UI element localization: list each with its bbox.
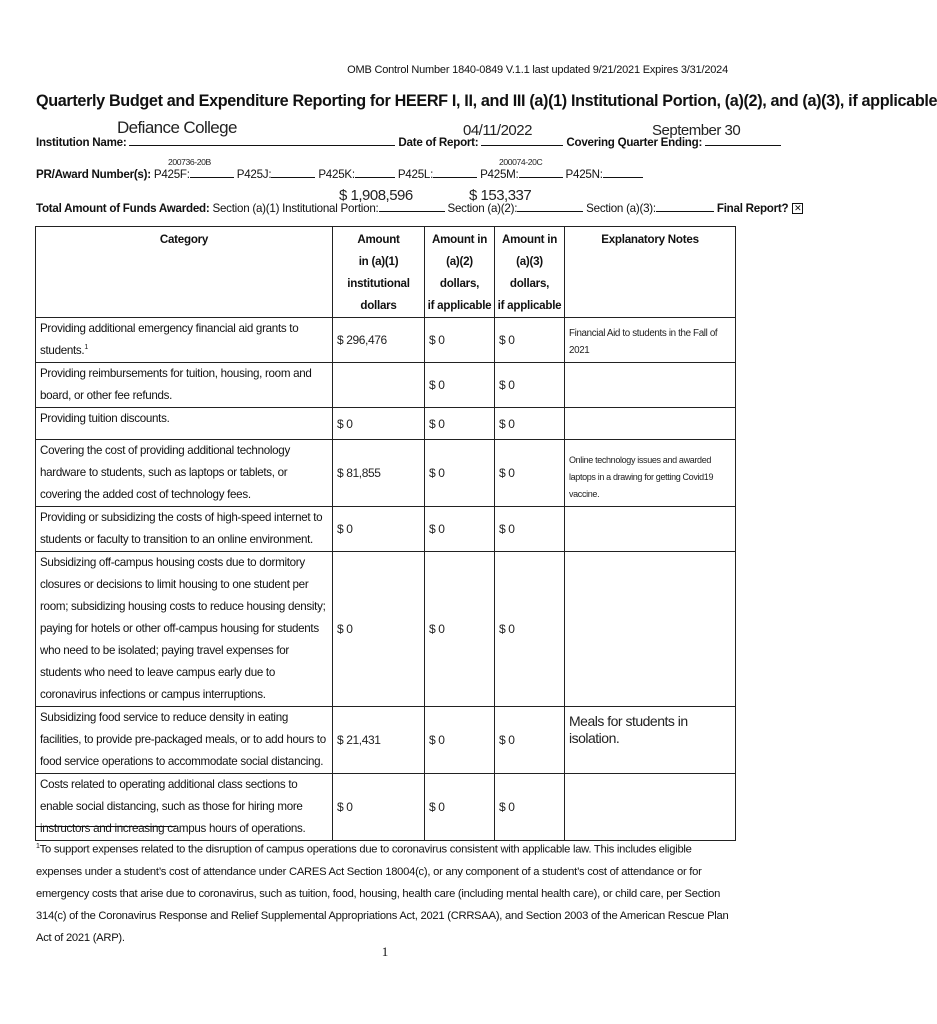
a1-amount-cell[interactable]: $ 0 (333, 774, 425, 841)
footnote (36, 836, 736, 949)
a3-amount-cell[interactable]: $ 0 (495, 363, 565, 408)
header-a3: Amount in (a)(3) dollars, if applicable (495, 227, 565, 318)
p425m-value: 200074-20C (499, 157, 543, 167)
a3-amount-cell[interactable]: $ 0 (495, 707, 565, 774)
footnote-text: To support expenses related to the disruption of campus operations due to coronavirus consistent with applicable law. This includes eligible expenses under a student’s cost of attendance under CARES Act Section 18004(c), or any component of a student’s cost of attendance or for emergency costs that arise due to coronavirus, such as tuition, food, housing, health care (including mental health care), or child care, per Section 314(c) of the Coronavirus Response and Relief Supplemental Appropriations Act, 2021 (CRRSAA), and Section 2003 of the American Rescue Plan Act of 2021 (ARP). (36, 843, 729, 944)
category-cell: Covering the cost of providing additional technology hardware to students, such as laptops or tablets, or covering the added cost of technology fees. (36, 440, 333, 507)
notes-cell[interactable]: Financial Aid to students in the Fall of 2021 (565, 318, 736, 363)
a2-amount-cell[interactable]: $ 0 (425, 318, 495, 363)
p425j-field[interactable] (271, 165, 315, 178)
footnote-rule (36, 826, 176, 827)
quarter-ending-value: September 30 (652, 122, 741, 139)
total-funds-label: Total Amount of Funds Awarded: (36, 202, 210, 215)
notes-cell[interactable]: Meals for students in isolation. (565, 707, 736, 774)
p425f-label: P425F: (153, 168, 190, 181)
p425l-label: P425L: (397, 168, 434, 181)
section-a3-label: Section (a)(3): (586, 202, 656, 215)
a1-amount-cell[interactable]: $ 21,431 (333, 707, 425, 774)
a3-amount-cell[interactable]: $ 0 (495, 507, 565, 552)
table-row (36, 363, 736, 408)
notes-cell[interactable] (565, 507, 736, 552)
table-row (36, 318, 736, 363)
category-cell: Providing additional emergency financial aid grants to students.$^1$ (36, 318, 333, 363)
section-a3-field[interactable] (656, 199, 714, 212)
p425n-label: P425N: (565, 168, 603, 181)
table-row (36, 507, 736, 552)
a3-amount-cell[interactable]: $ 0 (495, 408, 565, 440)
p425l-field[interactable] (433, 165, 477, 178)
a3-amount-cell[interactable]: $ 0 (495, 318, 565, 363)
form-title: Quarterly Budget and Expenditure Reporting for HEERF I, II, and III (a)(1) Institutional Portion, (a)(2), and (a)(3), if applicable (36, 92, 937, 110)
expenditure-table (35, 226, 736, 841)
award-numbers-row (36, 165, 643, 181)
table-row (36, 408, 736, 440)
notes-cell[interactable]: Online technology issues and awarded laptops in a drawing for getting Covid19 vaccine. (565, 440, 736, 507)
notes-cell[interactable] (565, 774, 736, 841)
category-cell: Providing tuition discounts. (36, 408, 333, 440)
footnote-marker: 1 (36, 843, 40, 850)
category-cell: Costs related to operating additional class sections to enable social distancing, such as those for hiring more instructors and increasing campus hours of operations. (36, 774, 333, 841)
p425m-label: P425M: (480, 168, 519, 181)
a1-amount-cell[interactable]: $ 0 (333, 552, 425, 707)
table-row (36, 707, 736, 774)
institution-name-value: Defiance College (117, 118, 237, 137)
category-cell: Providing reimbursements for tuition, housing, room and board, or other fee refunds. (36, 363, 333, 408)
p425k-label: P425K: (318, 168, 355, 181)
p425k-field[interactable] (355, 165, 395, 178)
a2-amount-cell[interactable]: $ 0 (425, 774, 495, 841)
notes-cell[interactable] (565, 552, 736, 707)
final-report-checkbox[interactable]: ✕ (794, 203, 802, 214)
date-of-report-value: 04/11/2022 (463, 122, 532, 139)
a2-amount-cell[interactable]: $ 0 (425, 707, 495, 774)
page-number: 1 (381, 944, 389, 959)
section-a1-value: $ 1,908,596 (339, 187, 413, 204)
institution-label: Institution Name: (36, 136, 127, 149)
total-funds-row (36, 199, 803, 215)
a2-amount-cell[interactable]: $ 0 (425, 440, 495, 507)
notes-cell[interactable] (565, 408, 736, 440)
table-row (36, 552, 736, 707)
section-a2-value: $ 153,337 (469, 187, 532, 204)
header-a1: Amount in (a)(1) institutional dollars (333, 227, 425, 318)
a2-amount-cell[interactable]: $ 0 (425, 552, 495, 707)
header-category: Category (36, 227, 333, 318)
a1-amount-cell[interactable] (333, 363, 425, 408)
p425j-label: P425J: (236, 168, 272, 181)
table-row (36, 440, 736, 507)
table-header-row (36, 227, 736, 318)
a2-amount-cell[interactable]: $ 0 (425, 408, 495, 440)
final-report-label: Final Report? (716, 202, 789, 215)
p425n-field[interactable] (603, 165, 643, 178)
quarter-label: Covering Quarter Ending: (566, 136, 703, 149)
category-cell: Subsidizing food service to reduce density in eating facilities, to provide pre-packaged meals, or to add hours to food service operations to accommodate social distancing. (36, 707, 333, 774)
a1-amount-cell[interactable]: $ 0 (333, 507, 425, 552)
section-a1-label: Section (a)(1) Institutional Portion: (212, 202, 379, 215)
header-notes: Explanatory Notes (565, 227, 736, 318)
date-label: Date of Report: (398, 136, 479, 149)
section-a2-label: Section (a)(2): (447, 202, 518, 215)
table-row (36, 774, 736, 841)
a1-amount-cell[interactable]: $ 296,476 (333, 318, 425, 363)
notes-cell[interactable] (565, 363, 736, 408)
a2-amount-cell[interactable]: $ 0 (425, 507, 495, 552)
a1-amount-cell[interactable]: $ 0 (333, 408, 425, 440)
a3-amount-cell[interactable]: $ 0 (495, 552, 565, 707)
p425f-value: 200736-20B (168, 157, 211, 167)
category-cell: Subsidizing off-campus housing costs due to dormitory closures or decisions to limit housing to one student per room; subsidizing housing costs to reduce housing density; paying for hotels or other off-campus housing for students who need to be isolated; paying travel expenses for students who need to leave campus early due to coronavirus infections or campus interruptions. (36, 552, 333, 707)
category-cell: Providing or subsidizing the costs of high-speed internet to students or faculty to transition to an online environment. (36, 507, 333, 552)
award-label: PR/Award Number(s): (36, 168, 151, 181)
a1-amount-cell[interactable]: $ 81,855 (333, 440, 425, 507)
a2-amount-cell[interactable]: $ 0 (425, 363, 495, 408)
omb-control-number: OMB Control Number 1840-0849 V.1.1 last updated 9/21/2021 Expires 3/31/2024 (347, 64, 728, 76)
a3-amount-cell[interactable]: $ 0 (495, 774, 565, 841)
a3-amount-cell[interactable]: $ 0 (495, 440, 565, 507)
header-a2: Amount in (a)(2) dollars, if applicable (425, 227, 495, 318)
